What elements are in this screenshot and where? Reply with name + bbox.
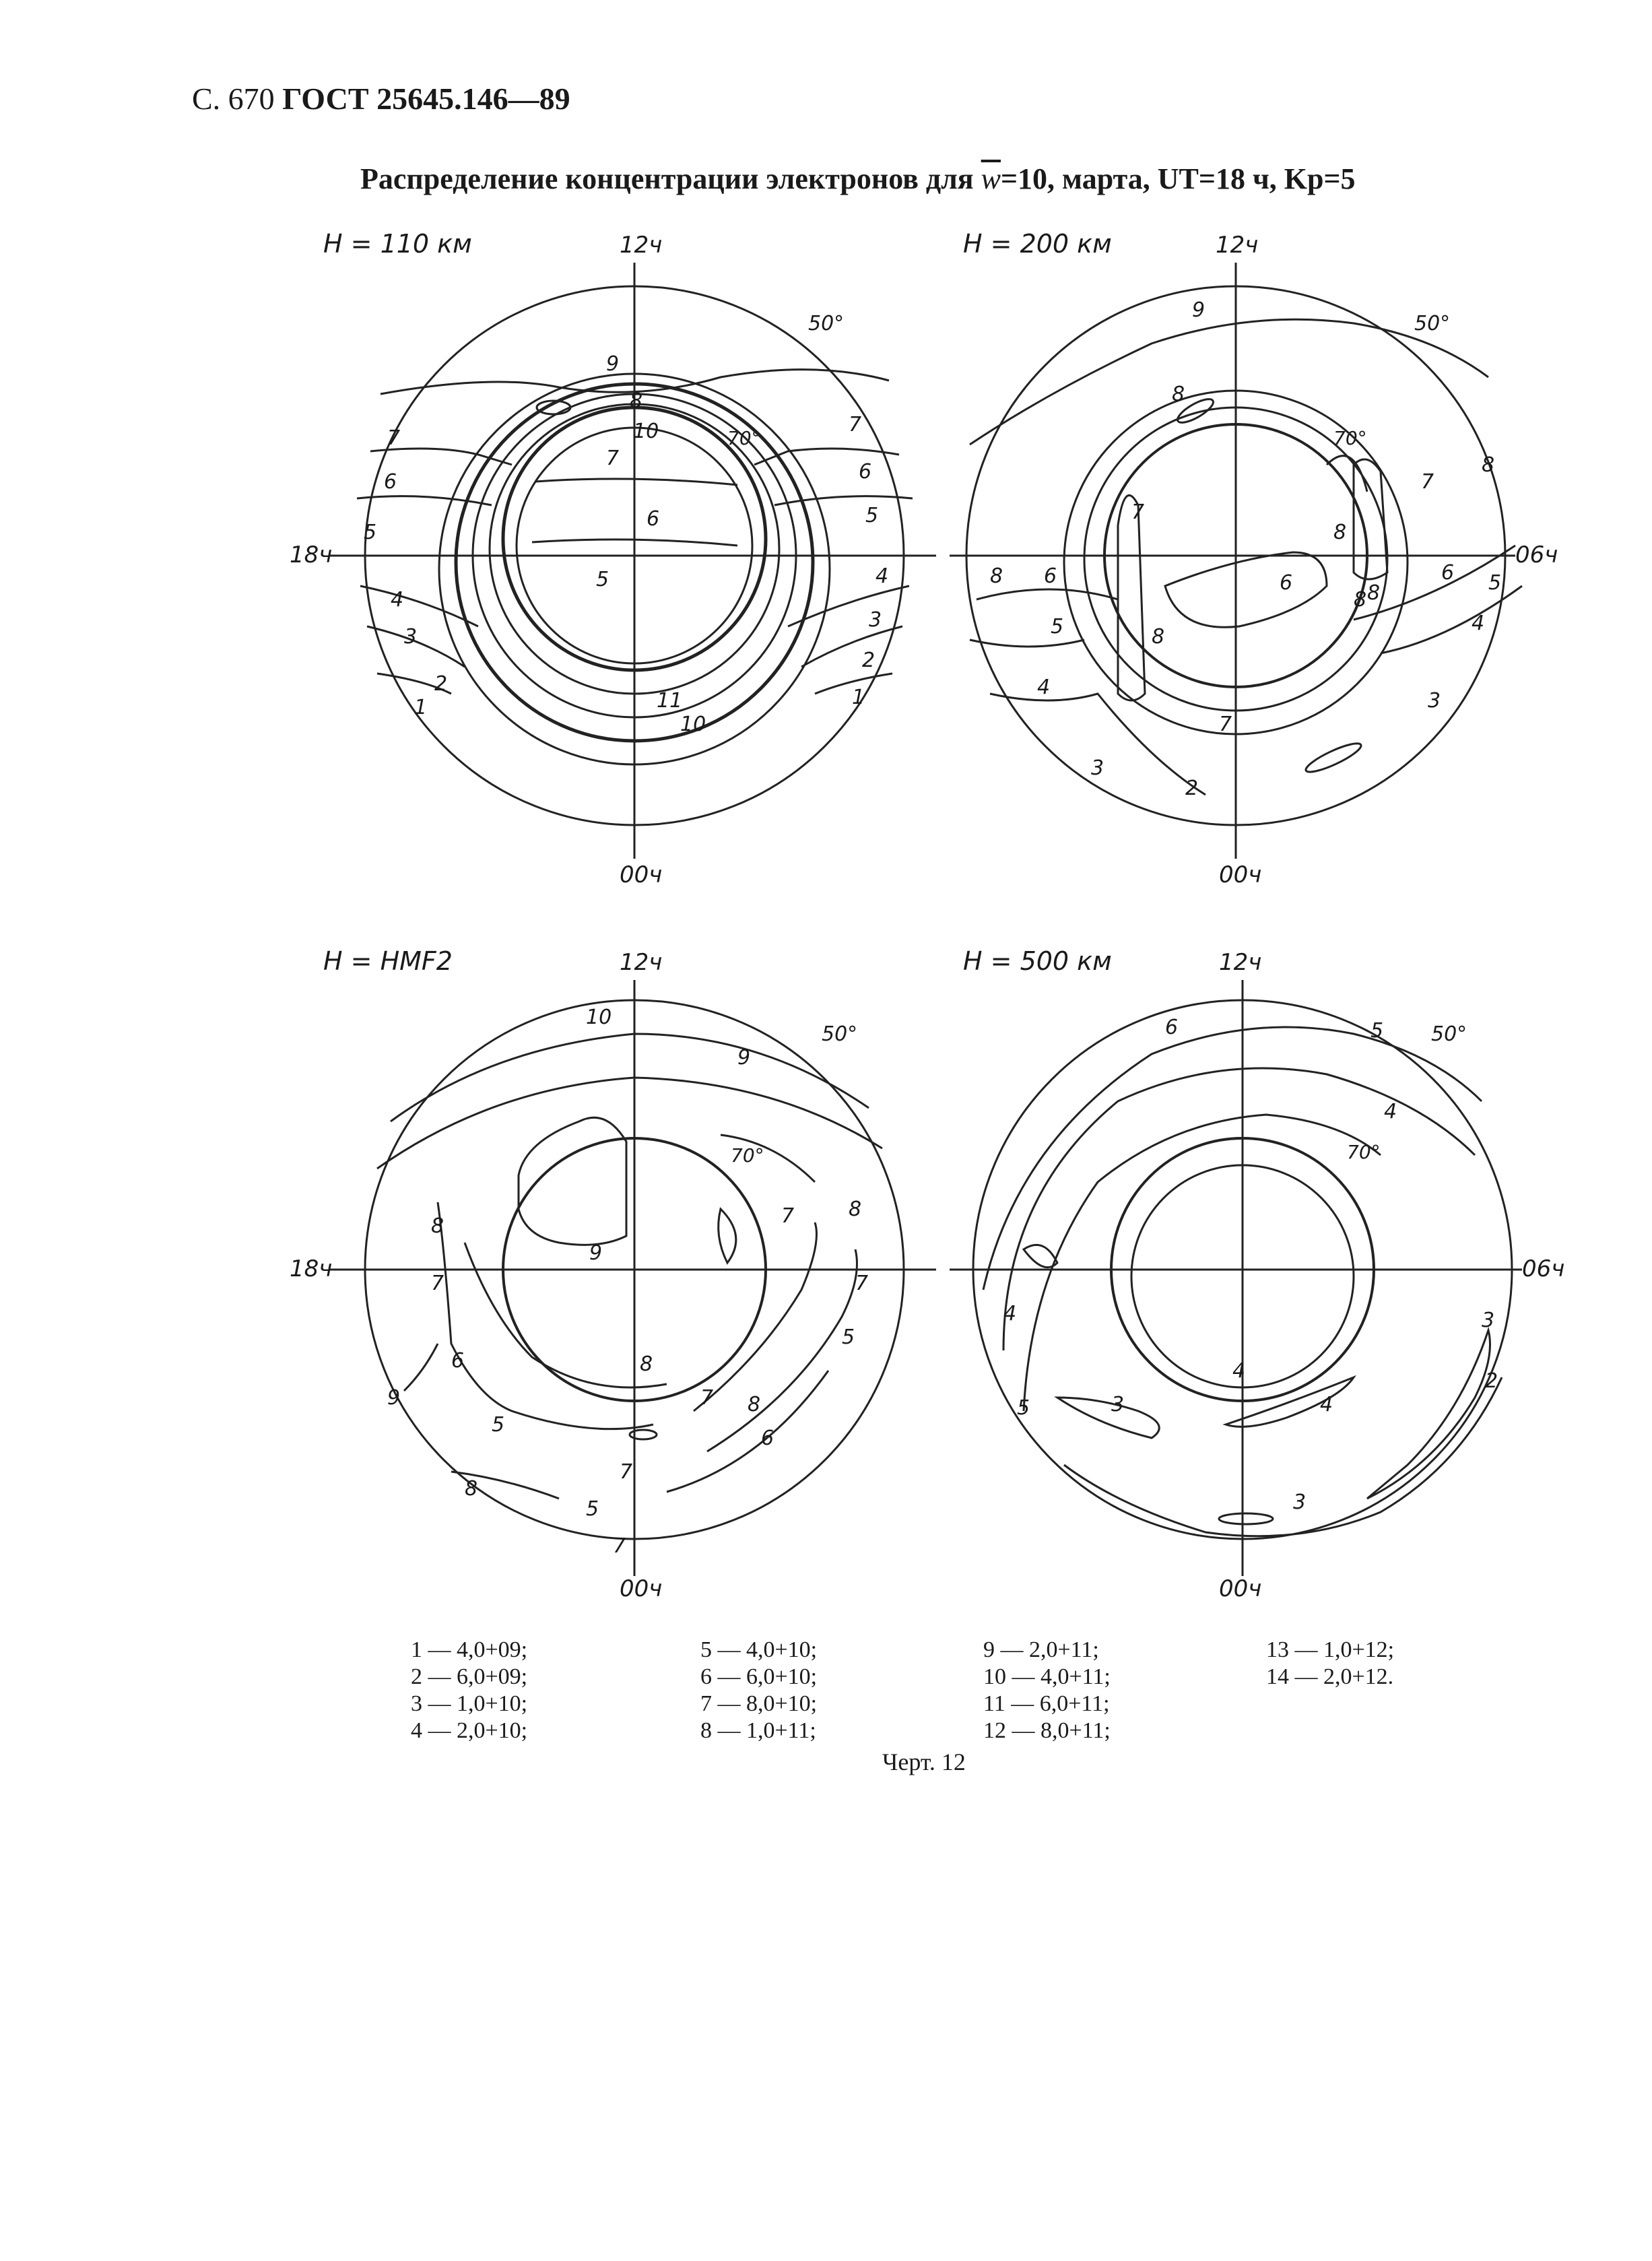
isoline-label: 4 [1232, 1359, 1246, 1383]
contour [983, 1027, 1482, 1290]
isoline-label: 7 [700, 1386, 714, 1410]
isoline-label: 5 [1488, 571, 1502, 595]
contour [1219, 1513, 1273, 1524]
contour [535, 479, 737, 485]
legend-entry: 14 — 2,0+12. [1266, 1664, 1394, 1689]
isoline-label: 8 [630, 389, 643, 413]
height-label: H = 200 км [963, 229, 1112, 259]
isoline-label: 6 [1280, 571, 1293, 595]
polar-plot-110km [290, 222, 936, 896]
isoline-label: 3 [404, 625, 418, 649]
isoline-label: 1 [852, 686, 865, 709]
right-label: 06ч [1522, 1255, 1565, 1282]
legend-col-1 [411, 1637, 527, 1744]
right-label: 06ч [1515, 542, 1558, 568]
isoline-label: 5 [586, 1497, 599, 1521]
contour [1367, 1330, 1490, 1499]
top-label: 12ч [1216, 232, 1259, 259]
isoline-label: 3 [1428, 689, 1441, 713]
legend-entry: 5 — 4,0+10; [700, 1637, 818, 1662]
contour [377, 1078, 882, 1169]
lat70-label: 70° [727, 427, 761, 449]
top-label: 12ч [620, 232, 663, 259]
lat50-label: 50° [822, 1022, 858, 1046]
polar-plot-hmf2 [290, 940, 936, 1613]
isoline-label: 7 [620, 1460, 633, 1484]
gost-label: ГОСТ [282, 81, 369, 116]
legend-entry: 4 — 2,0+10; [411, 1718, 528, 1743]
isoline-label: 7 [1219, 713, 1232, 736]
isoline-label: 2 [1185, 777, 1199, 800]
lat70-label: 70° [1333, 427, 1367, 449]
legend-col-3 [983, 1637, 1111, 1744]
isoline-label: 6 [761, 1427, 774, 1450]
isoline-label: 8 [849, 1198, 862, 1221]
contour [438, 1202, 653, 1429]
figure-title [360, 162, 1356, 196]
legend-entry: 2 — 6,0+09; [411, 1664, 528, 1689]
polar-plot-svg [950, 940, 1576, 1613]
isoline-label: 5 [596, 568, 609, 591]
isoline-label: 4 [1037, 676, 1051, 699]
contour [707, 1249, 857, 1451]
isoline-label: 5 [492, 1413, 505, 1437]
isoline-label: 8 [990, 564, 1003, 588]
isoline-label: 8 [640, 1352, 653, 1376]
legend-col-2 [700, 1637, 817, 1744]
isoline-label: 7 [849, 413, 862, 436]
bottom-label: 00ч [1219, 861, 1262, 888]
lat50-label: 50° [1414, 312, 1451, 335]
contour [519, 1117, 626, 1245]
isoline-label: 8 [1333, 521, 1347, 544]
isoline-label: 2 [1485, 1369, 1498, 1393]
isoline-label: 5 [364, 521, 377, 544]
height-label: H = HMF2 [323, 946, 453, 976]
contour [1024, 1115, 1381, 1411]
legend-entry: 9 — 2,0+11; [983, 1637, 1099, 1662]
isoline-label: 2 [862, 649, 875, 672]
contour [1165, 552, 1327, 627]
legend-entry: 13 — 1,0+12; [1266, 1637, 1395, 1662]
bottom-label: 00ч [620, 1575, 663, 1602]
isoline-label: 9 [737, 1046, 751, 1070]
isoline-label: 8 [1152, 625, 1165, 649]
gost-number: 25645.146—89 [376, 81, 570, 116]
height-label: H = 110 км [323, 229, 472, 259]
title-w-symbol: $\overline{w}$ [981, 162, 1001, 195]
lat50-label: 50° [1431, 1022, 1467, 1046]
page-number: С. 670 [192, 81, 275, 116]
title-main: Распределение концентрации электронов для [360, 162, 974, 195]
isoline-label: 7 [855, 1272, 869, 1295]
isoline-label: 5 [842, 1325, 855, 1349]
isoline-label: 8 [1367, 581, 1381, 605]
top-label: 12ч [1219, 949, 1262, 976]
isoline-label: 2 [434, 672, 448, 696]
isoline-label: 7 [613, 1534, 626, 1558]
isoline-label: 5 [1017, 1396, 1030, 1420]
isoline-label: 7 [1421, 470, 1434, 494]
legend-entry: 12 — 8,0+11; [983, 1718, 1111, 1743]
isoline-label: 3 [1091, 756, 1104, 780]
isoline-label: 5 [865, 504, 879, 527]
lat70-label: 70° [731, 1144, 764, 1167]
isoline-label: 4 [1472, 612, 1485, 635]
contour [1057, 1398, 1159, 1438]
bottom-label: 00ч [1219, 1575, 1262, 1602]
isoline-label: 3 [1111, 1393, 1125, 1416]
isoline-label: 3 [1293, 1490, 1307, 1514]
legend-entry: 1 — 4,0+09; [411, 1637, 528, 1662]
isoline-label: 4 [1384, 1100, 1397, 1123]
title-params: =10, марта, UT=18 ч, Kp=5 [1000, 162, 1356, 195]
contour [465, 1243, 667, 1387]
isoline-label: 7 [781, 1204, 795, 1228]
isoline-label: 4 [875, 564, 889, 588]
legend-entry: 8 — 1,0+11; [700, 1718, 816, 1743]
isoline-label: 4 [391, 588, 404, 612]
isoline-label: 6 [1044, 564, 1057, 588]
isoline-label: 4 [1003, 1302, 1017, 1325]
isoline-label: 6 [647, 507, 660, 531]
isoline-label: 6 [1441, 561, 1455, 585]
legend-entry: 11 — 6,0+11; [983, 1691, 1110, 1716]
polar-plot-svg [950, 222, 1576, 896]
isoline-label: 8 [431, 1214, 444, 1238]
isoline-label: 6 [384, 470, 397, 494]
height-label: H = 500 км [963, 946, 1112, 976]
figure-caption: Черт. 12 [882, 1748, 966, 1775]
isoline-label: 9 [589, 1241, 603, 1265]
isoline-label: 11 [657, 689, 683, 713]
legend-entry: 10 — 4,0+11; [983, 1664, 1111, 1689]
isoline-label: 10 [680, 713, 706, 736]
bottom-label: 00ч [620, 861, 663, 888]
lat50-label: 50° [808, 312, 845, 335]
isoline-label: 10 [586, 1006, 612, 1029]
contour [1303, 739, 1364, 777]
lat70-label: 70° [1347, 1141, 1381, 1163]
isoline-label: 8 [1482, 453, 1495, 477]
isoline-label: 7 [1131, 500, 1145, 524]
contour [404, 1344, 438, 1391]
isoline-label: 8 [748, 1393, 761, 1416]
polar-plot-svg [290, 222, 936, 896]
isoline-label: 8 [465, 1477, 478, 1501]
isoline-label: 6 [859, 460, 872, 484]
isoline-label: 9 [606, 352, 620, 376]
isoline-label: 3 [869, 608, 882, 632]
isoline-label: 9 [387, 1386, 401, 1410]
polar-plot-svg [290, 940, 936, 1613]
isoline-label: 8 [1172, 383, 1185, 406]
isoline-label: 6 [1165, 1016, 1179, 1039]
legend-entry: 3 — 1,0+10; [411, 1691, 528, 1716]
contour [1024, 1245, 1057, 1267]
left-label: 18ч [290, 542, 333, 568]
contour [1003, 1068, 1475, 1350]
isoline-label: 9 [1192, 298, 1205, 322]
contour [694, 1222, 817, 1411]
legend-entry: 6 — 6,0+10; [700, 1664, 818, 1689]
contour [719, 1209, 736, 1263]
isoline-label: 1 [414, 696, 428, 719]
isoline-label: 7 [606, 447, 620, 470]
isoline-label: 7 [431, 1272, 444, 1295]
isoline-label: 8 [1354, 588, 1367, 612]
legend-col-4 [1266, 1637, 1394, 1691]
isoline-label: 5 [1370, 1019, 1384, 1043]
polar-plot-200km [950, 222, 1576, 896]
legend-entry: 7 — 8,0+10; [700, 1691, 818, 1716]
left-label: 18ч [290, 1255, 333, 1282]
top-label: 12ч [620, 949, 663, 976]
isoline-label: 3 [1482, 1309, 1495, 1332]
isoline-label: 10 [633, 420, 659, 443]
isoline-label: 7 [387, 426, 401, 450]
polar-plot-500km [950, 940, 1576, 1613]
isoline-label: 4 [1320, 1393, 1333, 1416]
isoline-label: 5 [1051, 615, 1064, 638]
isoline-label: 6 [451, 1349, 465, 1373]
page-header [192, 81, 570, 117]
